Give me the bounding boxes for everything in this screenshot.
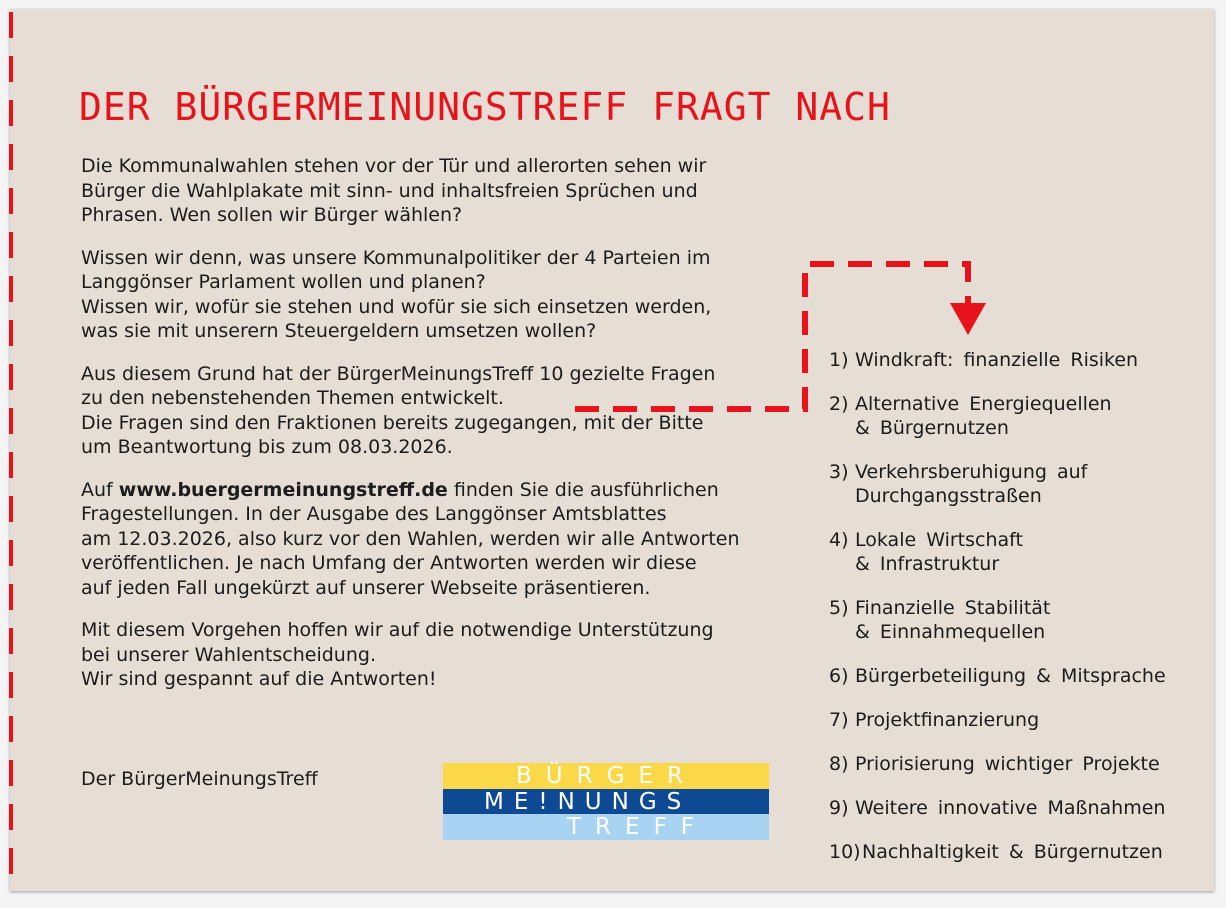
topic-item bbox=[829, 392, 1209, 440]
paragraph-closing bbox=[81, 618, 801, 692]
text-line: Aus diesem Grund hat der BürgerMeinungsTreff 10 gezielte Fragen bbox=[81, 362, 716, 385]
body-text bbox=[81, 154, 801, 710]
text-line: Die Kommunalwahlen stehen vor der Tür und allerorten sehen wir bbox=[81, 155, 707, 177]
text-line: was sie mit unserern Steuergeldern umsetzen wollen? bbox=[81, 320, 597, 342]
topic-list bbox=[829, 348, 1209, 864]
topic-number: 3) bbox=[829, 461, 849, 483]
topic-item bbox=[829, 528, 1209, 576]
text-line: Phrasen. Wen sollen wir Bürger wählen? bbox=[81, 204, 463, 226]
topic-label: Projektfinanzierung bbox=[855, 709, 1040, 731]
topic-item bbox=[829, 796, 1209, 820]
text-line: um Beantwortung bis zum 08.03.2026. bbox=[81, 436, 453, 458]
text-line: zu den nebenstehenden Themen entwickelt. bbox=[81, 387, 504, 409]
topic-label: Alternative Energiequellen bbox=[855, 393, 1112, 415]
text-fragment: Auf bbox=[81, 478, 119, 501]
topic-label: Finanzielle Stabilität bbox=[855, 597, 1051, 619]
text-fragment: finden Sie die ausführlichen bbox=[447, 478, 719, 501]
text-line: Mit diesem Vorgehen hoffen wir auf die notwendige Unterstützung bbox=[81, 619, 714, 641]
topic-label: Nachhaltigkeit & Bürgernutzen bbox=[862, 841, 1163, 863]
topic-label: Verkehrsberuhigung auf bbox=[855, 461, 1088, 483]
topic-number: 10) bbox=[829, 841, 861, 863]
logo-word-meinungs: ME!NUNGS bbox=[484, 789, 692, 815]
topic-number: 8) bbox=[829, 753, 849, 775]
text-line: Fragestellungen. In der Ausgabe des Langgönser Amtsblattes bbox=[81, 503, 667, 525]
text-line: Wir sind gespannt auf die Antworten! bbox=[81, 668, 437, 690]
topic-label: Windkraft: finanzielle Risiken bbox=[855, 349, 1139, 371]
text-line: Die Fragen sind den Fraktionen bereits zugegangen, mit der Bitte bbox=[81, 411, 704, 434]
text-line: Wissen wir, wofür sie stehen und wofür sie sich einsetzen werden, bbox=[81, 295, 712, 318]
text-line: veröffentlichen. Je nach Umfang der Antworten werden wir diese bbox=[81, 552, 697, 574]
text-line: am 12.03.2026, also kurz vor den Wahlen, werden wir alle Antworten bbox=[81, 527, 740, 550]
topic-number: 6) bbox=[829, 665, 849, 687]
paragraph-intro bbox=[81, 154, 801, 228]
topic-item bbox=[829, 348, 1209, 372]
topic-number: 5) bbox=[829, 597, 849, 619]
text-line: Bürger die Wahlplakate mit sinn- und inhaltsfreien Sprüchen und bbox=[81, 179, 698, 202]
topic-label: Lokale Wirtschaft bbox=[855, 529, 1023, 551]
left-dashed-border bbox=[9, 12, 13, 888]
topic-label: & Bürgernutzen bbox=[855, 417, 1009, 439]
topic-item bbox=[829, 708, 1209, 732]
topic-number: 9) bbox=[829, 797, 849, 819]
topic-item bbox=[829, 840, 1209, 864]
topic-item bbox=[829, 596, 1209, 644]
topic-label: & Infrastruktur bbox=[855, 553, 1000, 575]
topic-label: Priorisierung wichtiger Projekte bbox=[855, 753, 1160, 775]
topic-item bbox=[829, 460, 1209, 508]
text-line: bei unserer Wahlentscheidung. bbox=[81, 643, 376, 666]
paragraph-website bbox=[81, 478, 801, 601]
topic-item bbox=[829, 664, 1209, 688]
topic-number: 1) bbox=[829, 349, 849, 371]
headline: DER BÜRGERMEINUNGSTREFF FRAGT NACH bbox=[79, 85, 891, 129]
topic-number: 4) bbox=[829, 529, 849, 551]
topic-label: Durchgangsstraßen bbox=[855, 485, 1042, 507]
logo-word-buerger: BÜRGER bbox=[516, 763, 697, 789]
topic-number: 2) bbox=[829, 393, 849, 415]
topic-label: Weitere innovative Maßnahmen bbox=[855, 797, 1166, 819]
topic-label: Bürgerbeteiligung & Mitsprache bbox=[855, 665, 1166, 687]
text-line bbox=[81, 478, 801, 503]
signature: Der BürgerMeinungsTreff bbox=[81, 768, 318, 790]
topic-number: 7) bbox=[829, 709, 849, 731]
website-link[interactable]: www.buergermeinungstreff.de bbox=[118, 478, 448, 501]
text-line: auf jeden Fall ungekürzt auf unserer Webseite präsentieren. bbox=[81, 576, 651, 599]
buergermeinungstreff-logo bbox=[443, 763, 769, 840]
text-line: Langgönser Parlament wollen und planen? bbox=[81, 271, 486, 293]
logo-word-treff: TREFF bbox=[567, 814, 709, 840]
text-line: Wissen wir denn, was unsere Kommunalpolitiker der 4 Parteien im bbox=[81, 246, 711, 269]
topic-item bbox=[829, 752, 1209, 776]
topic-label: & Einnahmequellen bbox=[855, 621, 1046, 643]
